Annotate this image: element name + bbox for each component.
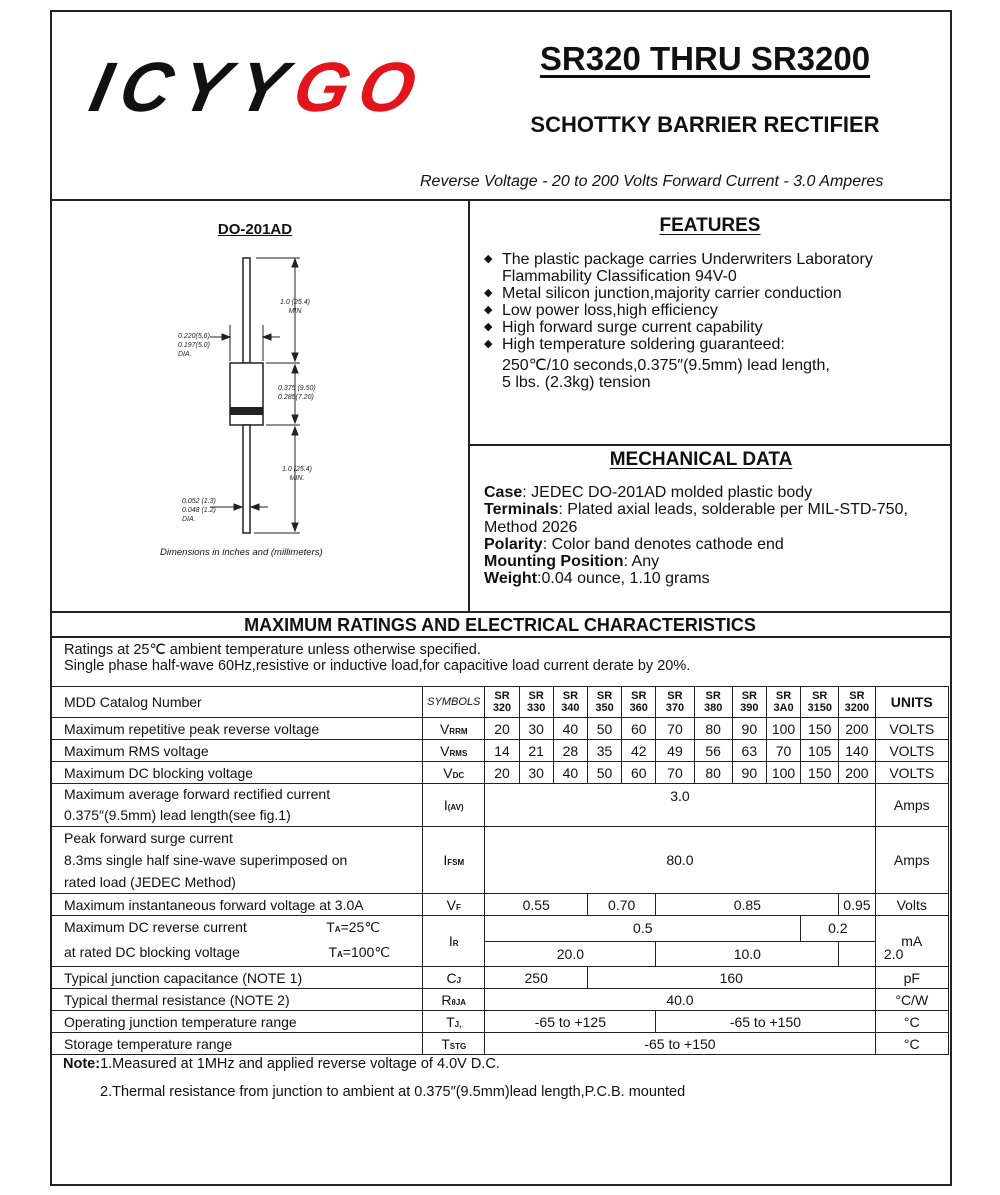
package-drawing <box>150 245 350 545</box>
list-item: ◆ Low power loss,high efficiency <box>484 302 718 319</box>
table-cell: 90 <box>732 762 766 784</box>
row-unit: Amps <box>875 827 948 894</box>
table-cell: 30 <box>519 762 553 784</box>
table-cell: 40.0 <box>485 989 875 1011</box>
row-symbol: TSTG <box>423 1033 485 1055</box>
list-item: ◆ The plastic package carries Underwriters Laboratory Flammability Classification 94V-0 <box>484 251 873 285</box>
column-header: SR 3200 <box>839 687 875 718</box>
row-symbol: IR <box>423 916 485 967</box>
mechanical-data <box>484 484 946 588</box>
table-cell: 35 <box>587 740 621 762</box>
row-label: Peak forward surge current 8.3ms single half sine-wave superimposed on rated load (JEDEC Method) <box>52 827 423 894</box>
note-2: 2.Thermal resistance from junction to ambient at 0.375″(9.5mm)lead length,P.C.B. mounted <box>100 1084 686 1100</box>
row-unit: °C/W <box>875 989 948 1011</box>
bullet-icon: ◆ <box>484 287 493 299</box>
row-symbol: TJ, <box>423 1011 485 1033</box>
table-cell: 3.0 <box>485 784 875 827</box>
table-row <box>52 827 949 894</box>
row-label: Maximum average forward rectified current 0.375″(9.5mm) lead length(see fig.1) <box>52 784 423 827</box>
brand-logo: ICYYGO <box>83 48 433 126</box>
table-cell: 70 <box>766 740 800 762</box>
weight-row: Weight:0.04 ounce, 1.10 grams <box>484 570 710 588</box>
row-unit: °C <box>875 1033 948 1055</box>
table-row <box>52 740 949 762</box>
table-cell: 200 <box>839 718 875 740</box>
column-header: SR 360 <box>622 687 656 718</box>
package-name: DO-201AD <box>217 221 293 238</box>
table-row <box>52 989 949 1011</box>
page-subtitle: SCHOTTKY BARRIER RECTIFIER <box>530 112 880 137</box>
row-symbol: IFSM <box>423 827 485 894</box>
row-label: Maximum instantaneous forward voltage at 3.0A <box>52 894 423 916</box>
table-cell: 0.55 <box>485 894 588 916</box>
table-cell: 56 <box>694 740 732 762</box>
table-cell: 80 <box>694 762 732 784</box>
dim-lead-diameter: 0.052 (1.3) 0.048 (1.2) DIA. <box>182 498 216 523</box>
table-cell: 10.0 <box>656 941 839 967</box>
list-item: 250℃/10 seconds,0.375″(9.5mm) lead length, 5 lbs. (2.3kg) tension <box>502 357 830 391</box>
dimension-caption: Dimensions in inches and (millimeters) <box>160 547 323 558</box>
table-row <box>52 1011 949 1033</box>
row-unit: Amps <box>875 784 948 827</box>
column-header: SR 320 <box>485 687 519 718</box>
row-unit: mA <box>875 916 948 967</box>
column-header: SR 380 <box>694 687 732 718</box>
table-cell: 100 <box>766 718 800 740</box>
polarity-row: Polarity: Color band denotes cathode end <box>484 535 784 553</box>
page-title: SR320 THRU SR3200 <box>539 40 871 77</box>
dim-lead-bottom: 1.0 (25.4) MIN. <box>282 466 312 482</box>
divider <box>50 199 950 201</box>
table-cell: 42 <box>622 740 656 762</box>
divider <box>50 636 950 638</box>
column-header: SR 3A0 <box>766 687 800 718</box>
table-row <box>52 762 949 784</box>
row-label: Operating junction temperature range <box>52 1011 423 1033</box>
row-symbol: VRRM <box>423 718 485 740</box>
divider <box>50 611 950 613</box>
column-header: SR 340 <box>553 687 587 718</box>
dim-body-diameter: 0.220(5.6) 0.197(5.0) DIA. <box>178 333 210 358</box>
table-cell: 80 <box>694 718 732 740</box>
row-symbol: CJ <box>423 967 485 989</box>
row-symbol: VF <box>423 894 485 916</box>
divider <box>468 200 470 612</box>
table-cell: 63 <box>732 740 766 762</box>
column-header: SR 3150 <box>801 687 839 718</box>
table-cell: 20 <box>485 718 519 740</box>
table-cell: -65 to +150 <box>485 1033 875 1055</box>
row-label: Maximum DC reverse current TA=25℃ at rated DC blocking voltage TA=100℃ <box>52 916 423 967</box>
row-label: Maximum repetitive peak reverse voltage <box>52 718 423 740</box>
table-row <box>52 784 949 827</box>
row-symbol: VRMS <box>423 740 485 762</box>
table-cell: 90 <box>732 718 766 740</box>
table-cell: 140 <box>839 740 875 762</box>
bullet-icon: ◆ <box>484 253 493 265</box>
row-label: Typical thermal resistance (NOTE 2) <box>52 989 423 1011</box>
table-row <box>52 916 949 942</box>
table-cell: -65 to +125 <box>485 1011 656 1033</box>
row-unit: VOLTS <box>875 740 948 762</box>
features-list <box>484 251 944 391</box>
case-row: Case: JEDEC DO-201AD molded plastic body <box>484 484 813 501</box>
table-cell: 28 <box>553 740 587 762</box>
table-cell: 70 <box>656 718 694 740</box>
table-cell: 2.0 <box>839 941 949 967</box>
table-cell: 0.2 <box>801 916 875 942</box>
table-cell: 40 <box>553 718 587 740</box>
table-cell: 100 <box>766 762 800 784</box>
row-unit: VOLTS <box>875 718 948 740</box>
row-label: Storage temperature range <box>52 1033 423 1055</box>
column-header: SR 370 <box>656 687 694 718</box>
table-header-row <box>52 687 949 718</box>
table-cell: 160 <box>587 967 875 989</box>
table-cell: 14 <box>485 740 519 762</box>
table-cell: 70 <box>656 762 694 784</box>
row-unit: VOLTS <box>875 762 948 784</box>
dim-lead-top: 1.0 (25.4) MIN <box>280 299 310 315</box>
table-cell: 60 <box>622 718 656 740</box>
table-row <box>52 967 949 989</box>
table-cell: 0.85 <box>656 894 839 916</box>
row-symbol: VDC <box>423 762 485 784</box>
row-label: Maximum DC blocking voltage <box>52 762 423 784</box>
table-cell: -65 to +150 <box>656 1011 875 1033</box>
list-item: ◆ Metal silicon junction,majority carrier conduction <box>484 285 842 302</box>
row-label: Maximum RMS voltage <box>52 740 423 762</box>
table-cell: 50 <box>587 762 621 784</box>
table-cell: 40 <box>553 762 587 784</box>
row-unit: pF <box>875 967 948 989</box>
table-cell: 0.70 <box>587 894 655 916</box>
catalog-header: MDD Catalog Number <box>52 687 423 718</box>
rating-summary: Reverse Voltage - 20 to 200 Volts Forward Current - 3.0 Amperes <box>420 173 884 190</box>
column-header: SR 390 <box>732 687 766 718</box>
table-row <box>52 718 949 740</box>
table-cell: 150 <box>801 718 839 740</box>
units-header: UNITS <box>875 687 948 718</box>
ratings-table <box>51 686 949 1055</box>
row-unit: °C <box>875 1011 948 1033</box>
bullet-icon: ◆ <box>484 321 493 333</box>
ratings-conditions: Ratings at 25℃ ambient temperature unless otherwise specified. Single phase half-wave 60Hz,resistive or inductive load,for capacitive load current derate by 20%. <box>64 642 691 674</box>
table-cell: 0.5 <box>485 916 801 942</box>
row-symbol: I(AV) <box>423 784 485 827</box>
bullet-icon: ◆ <box>484 304 493 316</box>
table-row <box>52 1033 949 1055</box>
table-cell: 250 <box>485 967 588 989</box>
table-cell: 105 <box>801 740 839 762</box>
symbols-header: SYMBOLS <box>423 687 485 718</box>
column-header: SR 330 <box>519 687 553 718</box>
table-cell: 20.0 <box>485 941 656 967</box>
table-cell: 0.95 <box>839 894 875 916</box>
table-cell: 30 <box>519 718 553 740</box>
mechanical-heading: MECHANICAL DATA <box>609 449 793 470</box>
note-1: Note:1.Measured at 1MHz and applied reverse voltage of 4.0V D.C. <box>63 1056 500 1072</box>
list-item: ◆ High temperature soldering guaranteed: <box>484 336 785 353</box>
row-label: Typical junction capacitance (NOTE 1) <box>52 967 423 989</box>
table-cell: 21 <box>519 740 553 762</box>
bullet-icon: ◆ <box>484 338 493 350</box>
row-symbol: RθJA <box>423 989 485 1011</box>
features-heading: FEATURES <box>659 215 761 236</box>
dim-body-length: 0.375 (9.50) 0.285(7.20) <box>278 385 316 401</box>
table-cell: 20 <box>485 762 519 784</box>
table-cell: 60 <box>622 762 656 784</box>
table-cell: 150 <box>801 762 839 784</box>
column-header: SR 350 <box>587 687 621 718</box>
mounting-row: Mounting Position: Any <box>484 553 660 571</box>
table-row <box>52 894 949 916</box>
table-cell: 50 <box>587 718 621 740</box>
table-cell: 49 <box>656 740 694 762</box>
ratings-heading: MAXIMUM RATINGS AND ELECTRICAL CHARACTERISTICS <box>244 615 756 635</box>
row-unit: Volts <box>875 894 948 916</box>
list-item: ◆ High forward surge current capability <box>484 319 763 336</box>
table-cell: 80.0 <box>485 827 875 894</box>
divider <box>468 444 950 446</box>
terminals-row: Terminals: Plated axial leads, solderable per MIL-STD-750, Method 2026 <box>484 501 908 536</box>
table-cell: 200 <box>839 762 875 784</box>
